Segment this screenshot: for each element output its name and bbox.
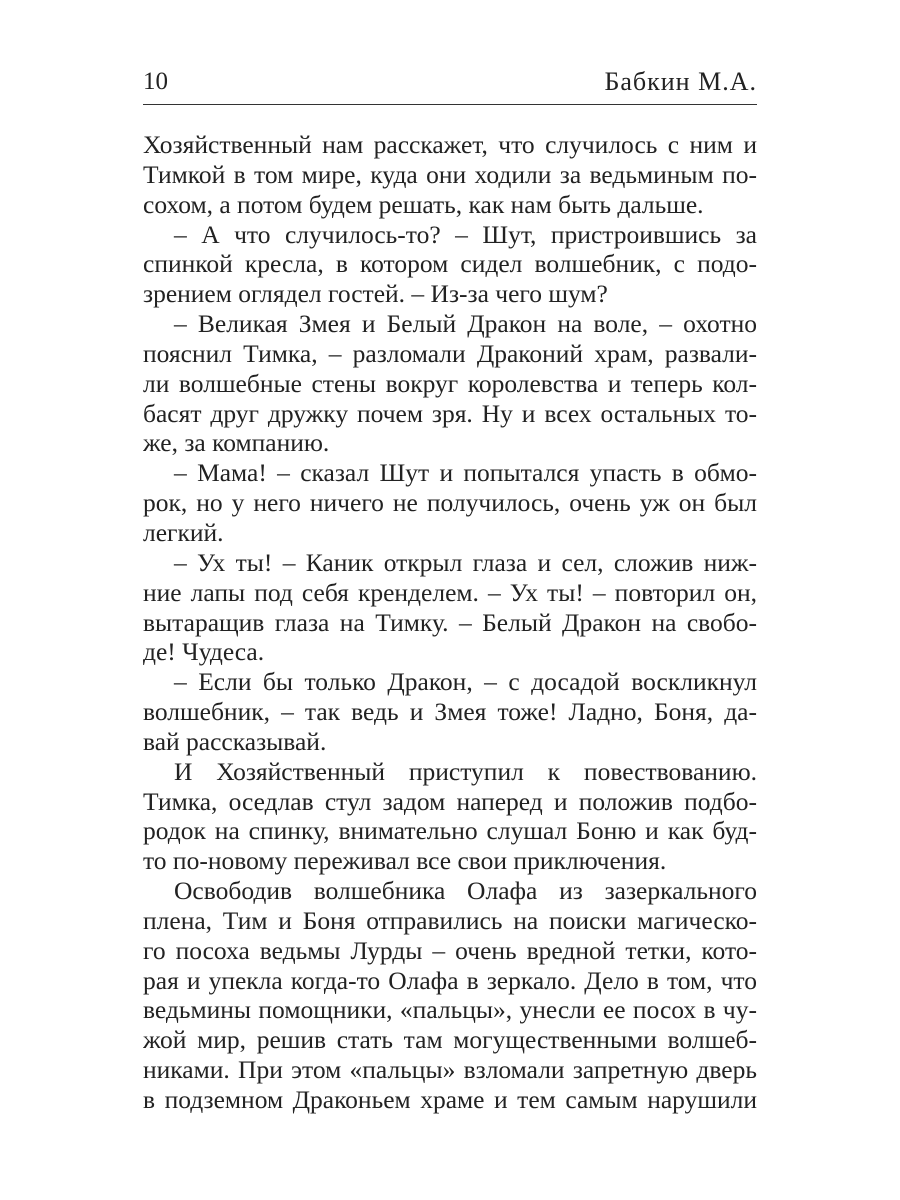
text-line: И Хозяйственный приступил к повествованию. [174,756,757,786]
text-line: – А что случилось-то? – Шут, пристроившись за [174,219,757,249]
text-line: вытаращив глаза на Тимку. – Белый Дракон на свобо- [143,607,757,637]
body-text [143,130,757,1115]
text-line: ведьмины помощники, «пальцы», унесли ее посох в чу- [143,995,757,1025]
text-line: волшебник, – так ведь и Змея тоже! Ладно, Боня, да- [143,697,757,727]
text-line: сохом, а потом будем решать, как нам быть дальше. [143,189,704,219]
text-line: легкий. [143,517,224,547]
text-line: зрением оглядел гостей. – Из-за чего шум? [143,279,608,309]
text-line: – Мама! – сказал Шут и попытался упасть в обмо- [174,458,757,488]
text-line: родок на спинку, внимательно слушал Боню и как буд- [143,816,757,846]
page-number: 10 [143,68,168,95]
text-line: рая и упекла когда-то Олафа в зеркало. Дело в том, что [143,965,757,995]
text-line: Тимка, оседлав стул задом наперед и положив подбо- [143,786,757,816]
text-line: пояснил Тимка, – разломали Драконий храм, развали- [143,338,757,368]
text-line: – Великая Змея и Белый Дракон на воле, – охотно [174,309,757,339]
running-header [143,66,757,105]
text-line: – Ух ты! – Каник открыл глаза и сел, сложив ниж- [174,547,757,577]
text-line: Хозяйственный нам расскажет, что случилось с ним и [143,130,757,159]
text-line: – Если бы только Дракон, – с досадой воскликнул [174,667,757,697]
text-line: то по-новому переживал все свои приключения. [143,846,667,876]
running-title: Бабкин М.А. [604,67,757,96]
text-line: Тимкой в том мире, куда они ходили за ведьминым по- [143,159,757,189]
text-line: жой мир, решив стать там могущественными волшеб- [143,1025,757,1055]
text-line: басят друг дружку почем зря. Ну и всех остальных то- [143,398,757,428]
text-line: же, за компанию. [143,428,330,458]
text-line: в подземном Драконьем храме и тем самым нарушили [143,1085,757,1114]
text-line: Освободив волшебника Олафа из зазеркального [174,876,757,906]
text-line: вай рассказывай. [143,726,327,756]
text-line: рок, но у него ничего не получилось, очень уж он был [143,488,757,518]
text-line: спинкой кресла, в котором сидел волшебник, с подо- [143,249,757,279]
text-line: го посоха ведьмы Лурды – очень вредной тетки, кото- [143,935,757,965]
text-line: ли волшебные стены вокруг королевства и теперь кол- [143,368,757,398]
text-line: де! Чудеса. [143,637,265,667]
text-line: плена, Тим и Боня отправились на поиски магическо- [143,905,757,935]
text-line: ние лапы под себя кренделем. – Ух ты! – повторил он, [143,577,757,607]
text-line: никами. При этом «пальцы» взломали запретную дверь [143,1055,757,1085]
